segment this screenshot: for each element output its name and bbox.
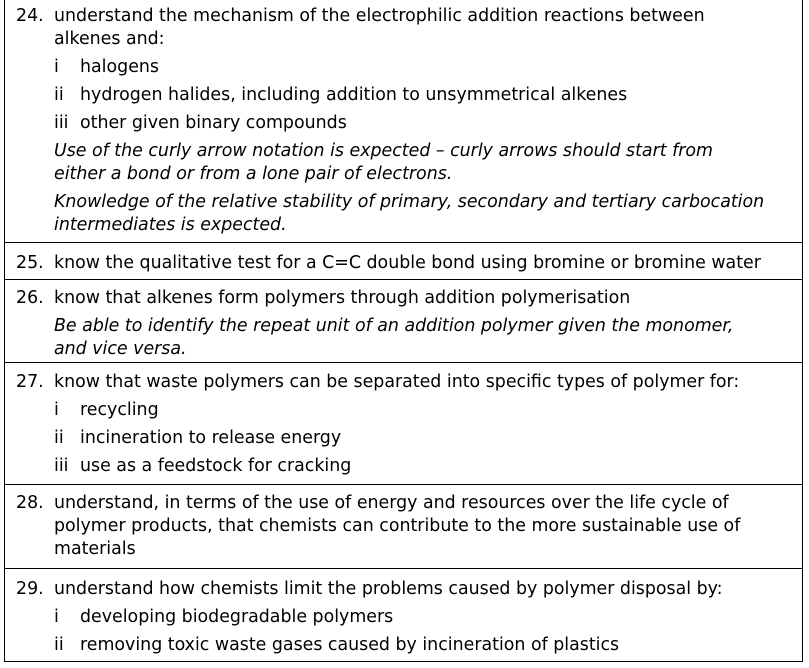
item-content xyxy=(54,252,796,275)
sub-item xyxy=(54,455,796,478)
item-text-line: know that waste polymers can be separated into specific types of polymer for: xyxy=(54,372,740,392)
guidance-note-line: Be able to identify the repeat unit of an addition polymer given the monomer, xyxy=(54,316,734,336)
item-content xyxy=(54,578,796,657)
item-number: 28. xyxy=(16,493,44,513)
item-number: 27. xyxy=(16,372,44,392)
sub-item-numeral: ii xyxy=(54,85,64,105)
guidance-note-line: Use of the curly arrow notation is expected – curly arrows should start from xyxy=(54,141,713,161)
sub-item-numeral: iii xyxy=(54,113,69,133)
sub-item-text: recycling xyxy=(80,400,159,420)
guidance-note-line: either a bond or from a lone pair of electrons. xyxy=(54,164,453,184)
sub-item xyxy=(54,84,796,107)
sub-item-text: other given binary compounds xyxy=(80,113,347,133)
item-text-line: materials xyxy=(54,539,136,559)
item-content xyxy=(54,492,796,561)
sub-item-numeral: iii xyxy=(54,456,69,476)
sub-item xyxy=(54,56,796,79)
sub-item-text: incineration to release energy xyxy=(80,428,342,448)
item-text-line: alkenes and: xyxy=(54,29,165,49)
item-text-line: understand how chemists limit the problems caused by polymer disposal by: xyxy=(54,579,723,599)
sub-item xyxy=(54,112,796,135)
guidance-note xyxy=(54,140,796,186)
specification-table xyxy=(4,0,803,662)
item-content xyxy=(54,287,796,361)
spec-row-27 xyxy=(5,363,802,485)
item-text-line: understand the mechanism of the electrophilic addition reactions between xyxy=(54,6,705,26)
item-number: 25. xyxy=(16,253,44,273)
item-text-line: polymer products, that chemists can contribute to the more sustainable use of xyxy=(54,516,741,536)
guidance-note-line: Knowledge of the relative stability of primary, secondary and tertiary carbocation xyxy=(54,192,765,212)
sub-item-numeral: i xyxy=(54,57,59,77)
item-number: 29. xyxy=(16,579,44,599)
guidance-note xyxy=(54,191,796,237)
sub-item-text: halogens xyxy=(80,57,159,77)
sub-item xyxy=(54,634,796,657)
sub-item-numeral: i xyxy=(54,607,59,627)
sub-item xyxy=(54,427,796,450)
sub-item xyxy=(54,399,796,422)
item-content xyxy=(54,5,796,237)
sub-item-text: removing toxic waste gases caused by incineration of plastics xyxy=(80,635,620,655)
item-text-line: know the qualitative test for a C=C double bond using bromine or bromine water xyxy=(54,253,761,273)
sub-item xyxy=(54,606,796,629)
guidance-note-line: and vice versa. xyxy=(54,339,187,359)
spec-row-26 xyxy=(5,280,802,363)
item-number: 26. xyxy=(16,288,44,308)
item-content xyxy=(54,371,796,478)
item-text-line: understand, in terms of the use of energy and resources over the life cycle of xyxy=(54,493,729,513)
sub-item-text: developing biodegradable polymers xyxy=(80,607,394,627)
sub-item-numeral: i xyxy=(54,400,59,420)
spec-row-29 xyxy=(5,569,802,662)
item-text-line: know that alkenes form polymers through addition polymerisation xyxy=(54,288,631,308)
sub-item-text: hydrogen halides, including addition to unsymmetrical alkenes xyxy=(80,85,628,105)
item-number: 24. xyxy=(16,6,44,26)
guidance-note-line: intermediates is expected. xyxy=(54,215,287,235)
spec-row-24 xyxy=(5,0,802,243)
sub-item-text: use as a feedstock for cracking xyxy=(80,456,352,476)
sub-item-numeral: ii xyxy=(54,635,64,655)
spec-row-28 xyxy=(5,485,802,569)
guidance-note xyxy=(54,315,796,361)
sub-item-numeral: ii xyxy=(54,428,64,448)
spec-row-25 xyxy=(5,243,802,280)
